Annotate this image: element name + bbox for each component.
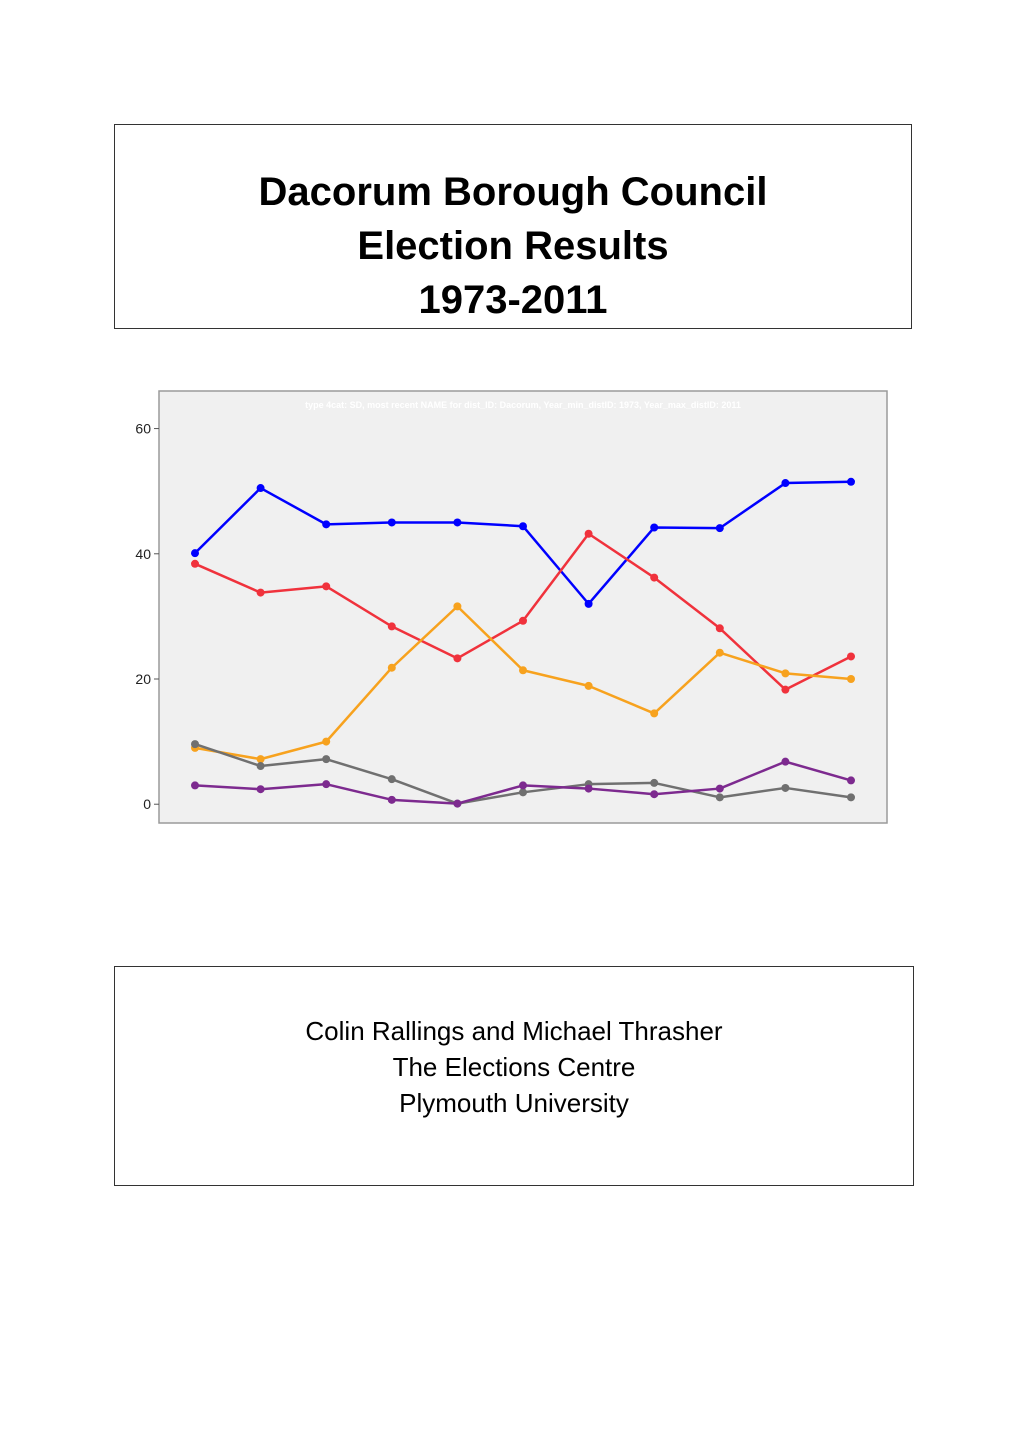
series-4-point — [257, 762, 265, 770]
series-3-point — [781, 669, 789, 677]
series-1-point — [585, 600, 593, 608]
credit-centre: The Elections Centre — [392, 1052, 636, 1082]
series-3-point — [257, 755, 265, 763]
series-1-point — [716, 524, 724, 532]
series-5-point — [847, 776, 855, 784]
series-2-point — [519, 617, 527, 625]
credit-lines — [115, 1013, 913, 1121]
series-3-point — [585, 682, 593, 690]
series-5-point — [585, 785, 593, 793]
series-1-point — [847, 478, 855, 486]
series-2-point — [322, 582, 330, 590]
series-5-point — [191, 781, 199, 789]
series-5-point — [257, 785, 265, 793]
series-4-point — [191, 740, 199, 748]
series-5-point — [388, 796, 396, 804]
series-4-point — [650, 779, 658, 787]
y-tick-label: 40 — [135, 545, 151, 562]
series-4-point — [388, 775, 396, 783]
chart-svg — [120, 380, 900, 830]
series-2-point — [716, 624, 724, 632]
series-2-point — [585, 530, 593, 538]
series-1-point — [781, 479, 789, 487]
series-5-point — [453, 800, 461, 808]
y-tick-label: 20 — [135, 671, 151, 687]
series-4-point — [781, 784, 789, 792]
series-2-point — [781, 686, 789, 694]
credit-authors: Colin Rallings and Michael Thrasher — [305, 1016, 723, 1046]
series-1-point — [191, 549, 199, 557]
series-3-point — [453, 602, 461, 610]
series-4-point — [519, 788, 527, 796]
series-3-point — [322, 738, 330, 746]
series-5-point — [716, 785, 724, 793]
series-5-point — [650, 790, 658, 798]
series-1-point — [388, 518, 396, 526]
series-1-point — [257, 484, 265, 492]
series-4-point — [847, 793, 855, 801]
series-1-point — [650, 523, 658, 531]
credit-box — [114, 966, 914, 1186]
series-2-point — [847, 652, 855, 660]
series-1-point — [322, 520, 330, 528]
series-5-point — [781, 758, 789, 766]
title-line-2: Election Results — [357, 224, 669, 268]
credit-university: Plymouth University — [399, 1088, 629, 1118]
series-2-point — [388, 622, 396, 630]
series-3-point — [716, 649, 724, 657]
series-4-point — [322, 755, 330, 763]
title-line-1: Dacorum Borough Council — [258, 170, 768, 214]
series-3-point — [388, 664, 396, 672]
title-line-3: 1973-2011 — [418, 278, 608, 322]
y-tick-label: 60 — [135, 420, 151, 437]
series-4-point — [716, 793, 724, 801]
series-5-point — [322, 780, 330, 788]
series-3-point — [847, 675, 855, 683]
title-box — [114, 124, 912, 329]
series-3-point — [519, 666, 527, 674]
series-2-point — [453, 654, 461, 662]
y-tick-label: 0 — [143, 796, 151, 813]
chart-title: type 4cat: SD, most recent NAME for dist_ID: Dacorum, Year_min_distID: 1973, Year_max_distID: 2011 — [305, 400, 741, 410]
series-2-point — [650, 574, 658, 582]
document-title — [115, 165, 911, 327]
series-5-point — [519, 781, 527, 789]
series-2-point — [191, 560, 199, 568]
series-2-point — [257, 589, 265, 597]
line-chart — [120, 380, 900, 830]
series-3-point — [650, 709, 658, 717]
series-1-point — [519, 522, 527, 530]
series-1-point — [453, 518, 461, 526]
